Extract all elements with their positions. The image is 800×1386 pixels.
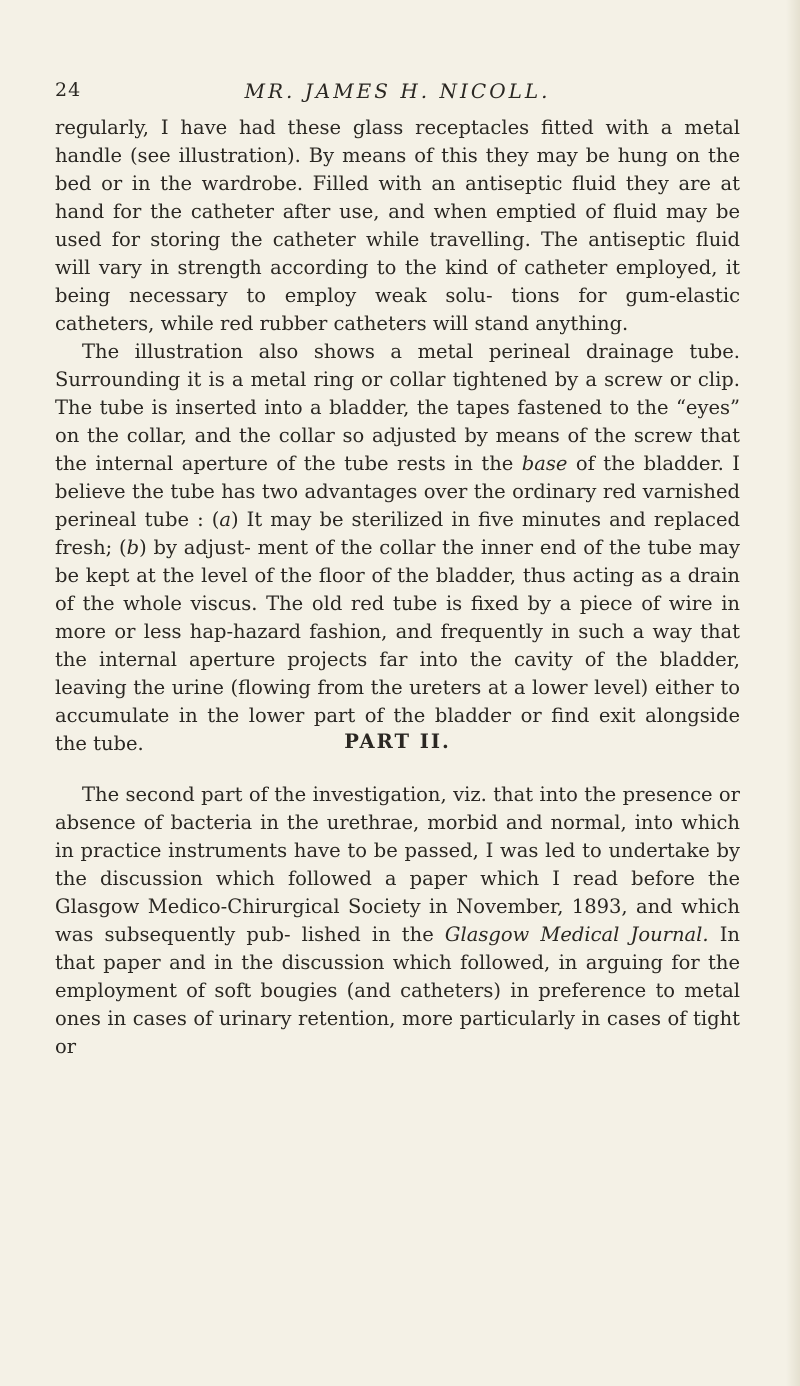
running-title: MR. JAMES H. NICOLL. bbox=[244, 79, 551, 103]
emphasis-a: a bbox=[219, 508, 231, 531]
drainage-text-3: ) It may be sterilized in five minutes and replaced fresh; ( bbox=[55, 508, 740, 559]
part-one-text bbox=[55, 114, 740, 758]
running-head bbox=[55, 79, 740, 105]
investigation-text-2: In that paper and in the discussion which followed, in arguing for the employment of soft bougies (and catheters) in preference to metal ones in cases of urinary retention, more particularly in cases of tight or bbox=[55, 923, 740, 1058]
paragraph-receptacles-text: regularly, I have had these glass receptacles fitted with a metal handle (see illustration). By means of this they may be hung on the bed or in the wardrobe. Filled with an antiseptic fluid they are at hand for the catheter after use, and when emptied of fluid may be used for storing the catheter while travelling. The antiseptic fluid will vary in strength according to the kind of catheter employed, it being necessary to employ weak solu- tions for gum-elastic catheters, while red rubber catheters will stand anything. bbox=[55, 116, 740, 335]
drainage-text-4: ) by adjust- ment of the collar the inner end of the tube may be kept at the level of the floor of the bladder, thus acting as a drain of the whole viscus. The old red tube is fixed by a piece of wire in more or less hap-hazard fashion, and frequently in such a way that the internal aperture projects far into the cavity of the bladder, leaving the urine (flowing from the ureters at a lower level) either to accumulate in the lower part of the bladder or find exit alongside the tube. bbox=[55, 536, 740, 755]
paragraph-receptacles bbox=[55, 114, 740, 338]
section-heading-part-two: PART II. bbox=[344, 730, 451, 753]
page-edge-shadow bbox=[786, 0, 800, 1386]
emphasis-journal: Glasgow Medical Journal. bbox=[444, 923, 709, 946]
paragraph-investigation bbox=[55, 781, 740, 1061]
drainage-text-1: The illustration also shows a metal perineal drainage tube. Surrounding it is a metal ring or collar tightened by a screw or clip. The tube is inserted into a bladder, the tapes fastened to the “eyes” on the collar, and the collar so adjusted by means of the screw that the internal aperture of the tube rests in the bbox=[55, 340, 740, 475]
part-two-text bbox=[55, 730, 740, 1061]
paragraph-drainage-tube bbox=[55, 338, 740, 758]
page-number: 24 bbox=[55, 79, 82, 101]
emphasis-base: base bbox=[521, 452, 568, 475]
investigation-text-1: The second part of the investigation, viz. that into the presence or absence of bacteria in the urethrae, morbid and normal, into which in practice instruments have to be passed, I was led to undertake by the discussion which followed a paper which I read before the Glasgow Medico-Chirurgical Society in November, 1893, and which was subsequently pub- lished in the bbox=[55, 783, 740, 946]
emphasis-b: b bbox=[126, 536, 140, 559]
drainage-text-2: of the bladder. I believe the tube has two advantages over the ordinary red varnished perineal tube : ( bbox=[55, 452, 740, 531]
